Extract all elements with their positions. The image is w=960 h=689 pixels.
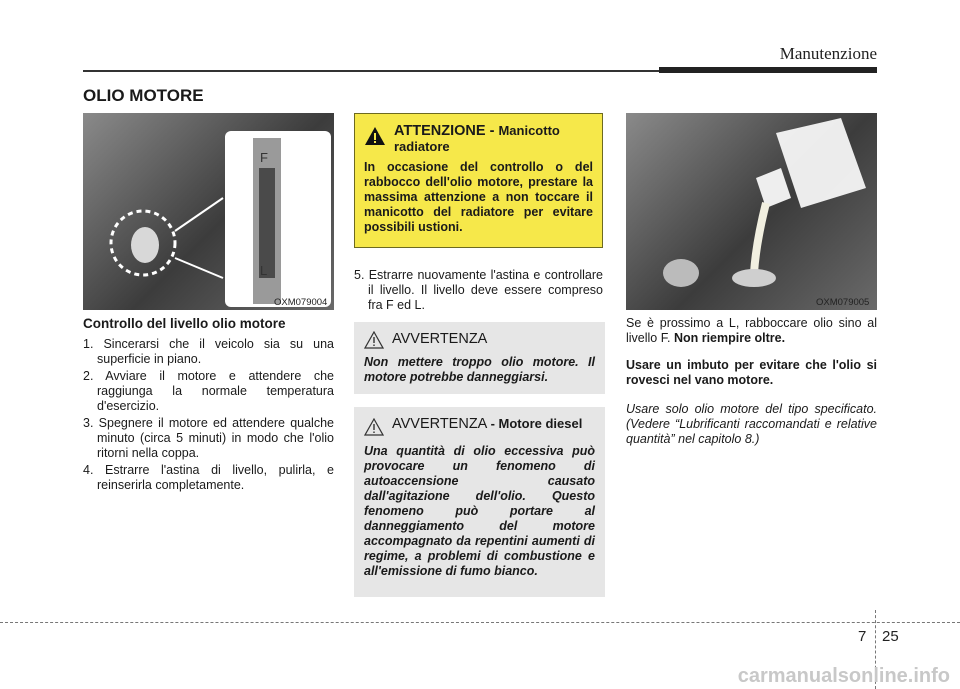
list-item: 3. Spegnere il motore ed attendere qualche minuto (circa 5 minuti) in modo che l'olio ritorni nella coppa.	[83, 416, 334, 460]
refill-instruction: Se è prossimo a L, rabboccare olio sino al livello F.	[626, 316, 877, 345]
warning-icon	[364, 418, 384, 436]
list-item: 5. Estrarre nuovamente l'astina e controllare il livello. Il livello deve essere compreso fra F ed L.	[354, 268, 603, 312]
page-number: 25	[882, 628, 899, 645]
header-bar	[659, 67, 877, 73]
warning-icon	[364, 126, 386, 146]
warning2-title: AVVERTENZA	[392, 416, 487, 432]
right-column	[626, 316, 877, 455]
caution-box	[354, 113, 603, 248]
watermark: carmanualsonline.info	[737, 665, 950, 687]
funnel-note: Usare un imbuto per evitare che l'olio si rovesci nel vano motore.	[626, 358, 877, 387]
chapter-header: Manutenzione	[779, 44, 877, 63]
list-item: 4. Estrarre l'astina di livello, pulirla, e reinserirla completamente.	[83, 463, 334, 492]
dipstick-photo	[83, 113, 334, 310]
engine-illustration	[83, 113, 334, 310]
warning1-title: AVVERTENZA	[392, 331, 488, 347]
chapter-number: 7	[858, 628, 867, 645]
left-figure-caption: OXM079004	[274, 297, 328, 308]
warning-icon	[364, 331, 384, 349]
oil-pour-photo	[626, 113, 877, 310]
subsection-title: Controllo del livello olio motore	[83, 316, 286, 331]
caution-subject: Manicotto radiatore	[394, 123, 560, 154]
dipstick-f-mark: F	[260, 150, 268, 165]
caution-title: ATTENZIONE -	[394, 123, 495, 139]
footer-rule	[0, 622, 960, 623]
step5-block	[354, 268, 603, 315]
warning2-subject: - Motore diesel	[490, 416, 583, 431]
no-overfill-note: Non riempire oltre.	[673, 331, 786, 345]
warning-box-overfill	[354, 322, 605, 394]
list-item: 1. Sincerarsi che il veicolo sia su una superficie in piano.	[83, 337, 334, 366]
dipstick-l-mark: L	[260, 263, 268, 278]
warning2-body: Una quantità di olio eccessiva può provocare un fenomeno di autoaccensione causato dall'agitazione dell'olio. Questo fenomeno può portare al danneggiamento del motore accompagnato da repentini aumenti di regime, a problemi di combustione e all'emissione di fumo bianco.	[364, 444, 595, 578]
caution-body: In occasione del controllo o del rabbocco dell'olio motore, prestare la massima attenzione a non toccare il manicotto del radiatore per evitare possibili ustioni.	[364, 160, 593, 234]
left-column	[83, 316, 334, 495]
list-item: 2. Avviare il motore e attendere che raggiunga la normale temperatura d'esercizio.	[83, 369, 334, 413]
warning1-body: Non mettere troppo olio motore. Il motore potrebbe danneggiarsi.	[364, 355, 595, 384]
steps-list	[83, 337, 334, 493]
right-figure-caption: OXM079005	[816, 297, 870, 308]
warning-box-diesel	[354, 407, 605, 597]
header-rule	[83, 70, 659, 72]
oil-bottle-illustration	[626, 113, 877, 310]
section-title: OLIO MOTORE	[83, 86, 204, 105]
oil-spec-note: Usare solo olio motore del tipo specificato. (Vedere “Lubrificanti raccomandati e relative quantità” nel capitolo 8.)	[626, 402, 877, 446]
